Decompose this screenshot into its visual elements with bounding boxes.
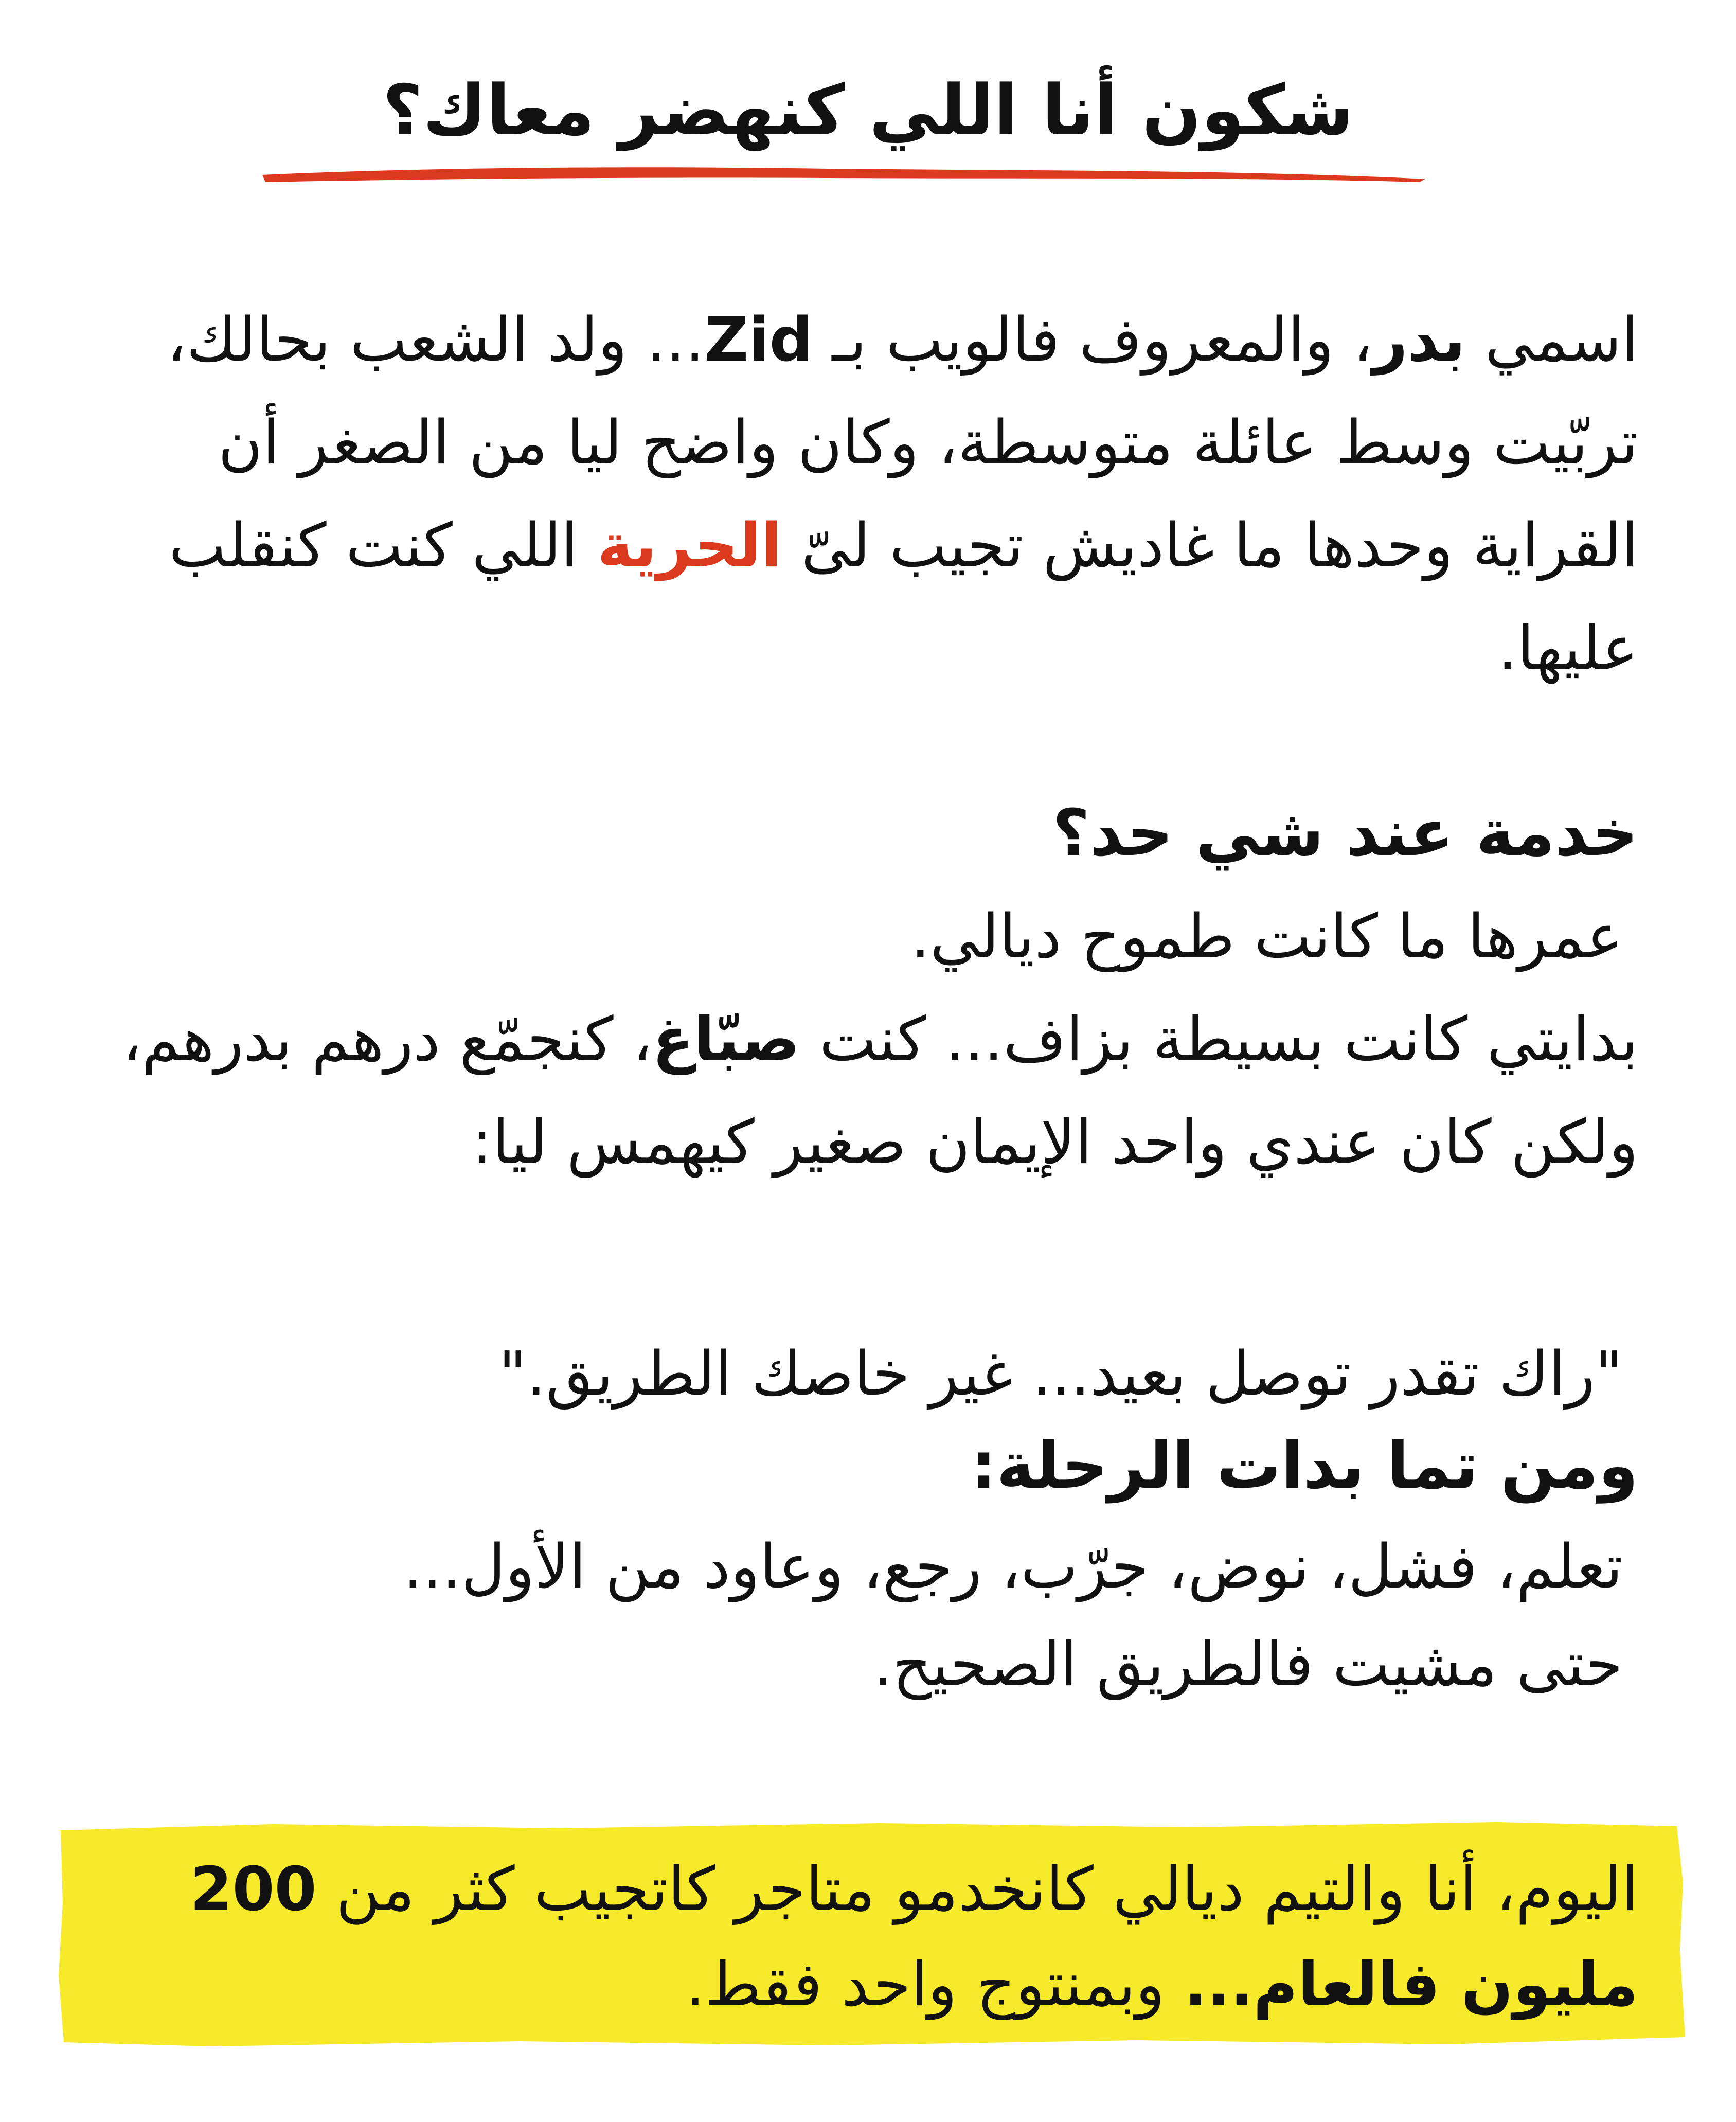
story-text-1: بدايتي كانت بسيطة بزاف... كنت [800, 1004, 1638, 1075]
story-paragraph [69, 988, 1638, 1193]
freedom-highlight: الحرية [597, 510, 782, 581]
quote-line: "راك تقدر توصل بعيد... غير خاصك الطريق." [498, 1338, 1623, 1409]
highlight-text-1: اليوم، أنا والتيم ديالي كانخدمو متاجر كاتجيب كثر من [316, 1853, 1638, 1924]
highlight-amount: 200 مليون فالعام... [190, 1853, 1638, 2020]
heading-work: خدمة عند شي حد؟ [1052, 796, 1638, 870]
author-nickname: Zid [704, 304, 813, 375]
heading-journey: ومن تما بدات الرحلة: [971, 1429, 1638, 1503]
intro-text-3: ... ولد الشعب بحالك، تربّيت وسط عائلة متوسطة، وكان واضح ليا من الصغر أن القراية وحدها ما غاديش تجيب لىّ [167, 304, 1638, 581]
ambition-line: عمرها ما كانت طموح ديالي. [910, 901, 1623, 972]
title-brush-underline [262, 164, 1425, 184]
job-title: صبّاغ [652, 1004, 800, 1075]
journey-paragraph [69, 1518, 1638, 1713]
highlight-paragraph [105, 1842, 1638, 2032]
author-name: بدر [1372, 304, 1466, 375]
intro-paragraph [69, 288, 1638, 700]
highlight-text-2: وبمنتوج واحد فقط. [685, 1949, 1185, 2020]
story-text-2: ، كنجمّع درهم بدرهم، ولكن كان عندي واحد الإيمان صغير كيهمس ليا: [122, 1004, 1638, 1178]
journey-line-2: حتى مشيت فالطريق الصحيح. [873, 1629, 1623, 1700]
journey-line-1: تعلم، فشل، نوض، جرّب، رجع، وعاود من الأول... [403, 1531, 1623, 1602]
highlight-box [57, 1821, 1687, 2047]
intro-text-4: اللي كنت كنقلب عليها. [169, 510, 1638, 684]
intro-text-1: اسمي [1465, 304, 1638, 375]
intro-text-2: ، والمعروف فالويب بـ [813, 304, 1373, 375]
page-title: شكون أنا اللي كنهضر معاك؟ [382, 70, 1354, 151]
